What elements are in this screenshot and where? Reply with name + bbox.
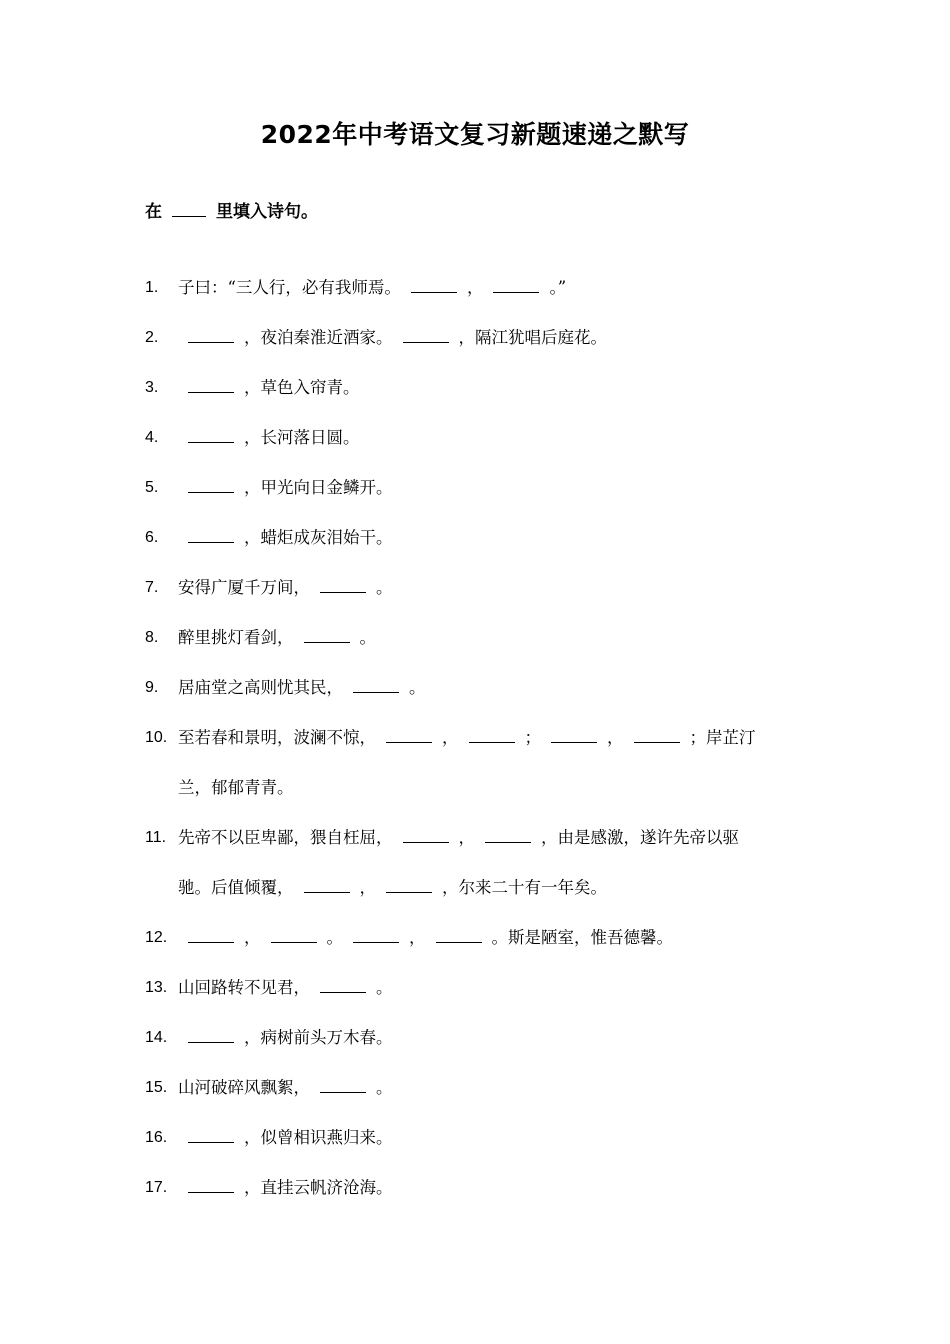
question-number: 12. xyxy=(145,929,168,946)
answer-blank[interactable] xyxy=(386,877,432,893)
question-line xyxy=(178,463,815,513)
question-text: 山回路转不见君， xyxy=(178,978,310,997)
instruction-after: 里填入诗句。 xyxy=(216,202,318,222)
question-text: 。 xyxy=(376,1078,393,1097)
answer-blank[interactable] xyxy=(304,627,350,643)
question-number: 13. xyxy=(145,979,168,996)
question-line xyxy=(178,1013,815,1063)
question-text: ， xyxy=(458,828,475,847)
answer-blank[interactable] xyxy=(271,927,317,943)
question-text: 至若春和景明，波澜不惊， xyxy=(178,728,376,747)
question-text: 。 xyxy=(376,978,393,997)
question-item xyxy=(145,663,815,713)
answer-blank[interactable] xyxy=(188,477,234,493)
answer-blank[interactable] xyxy=(188,327,234,343)
question-item xyxy=(145,313,815,363)
question-text: 兰，郁郁青青。 xyxy=(178,778,294,797)
document-title: 2022年中考语文复习新题速递之默写 xyxy=(260,120,690,149)
answer-blank[interactable] xyxy=(188,1027,234,1043)
question-line xyxy=(178,613,815,663)
question-text: ， xyxy=(409,928,426,947)
question-number: 6. xyxy=(145,529,159,546)
question-number: 16. xyxy=(145,1129,168,1146)
question-item xyxy=(145,563,815,613)
question-text: ，长河落日圆。 xyxy=(244,428,360,447)
question-text: ， xyxy=(607,728,624,747)
question-text: 。” xyxy=(549,278,567,297)
question-number: 17. xyxy=(145,1179,168,1196)
answer-blank[interactable] xyxy=(403,827,449,843)
question-number: 2. xyxy=(145,329,159,346)
answer-blank[interactable] xyxy=(188,527,234,543)
question-text: ，夜泊秦淮近酒家。 xyxy=(244,328,393,347)
question-line xyxy=(178,813,815,863)
question-text: 醉里挑灯看剑， xyxy=(178,628,294,647)
question-text: ，甲光向日金鳞开。 xyxy=(244,478,393,497)
question-text: 。 xyxy=(326,928,343,947)
question-item xyxy=(145,413,815,463)
instruction-blank xyxy=(172,198,206,217)
question-text: 先帝不以臣卑鄙，猥自枉屈， xyxy=(178,828,393,847)
answer-blank[interactable] xyxy=(436,927,482,943)
answer-blank[interactable] xyxy=(320,577,366,593)
question-item xyxy=(145,263,815,313)
answer-blank[interactable] xyxy=(469,727,515,743)
question-text: ， xyxy=(442,728,459,747)
question-text: ；岸芷汀 xyxy=(689,728,756,747)
answer-blank[interactable] xyxy=(304,877,350,893)
question-line xyxy=(178,713,815,763)
question-text: 。 xyxy=(376,578,393,597)
question-line xyxy=(178,413,815,463)
question-number: 1. xyxy=(145,279,159,296)
question-number: 3. xyxy=(145,379,159,396)
question-number: 9. xyxy=(145,679,159,696)
answer-blank[interactable] xyxy=(493,277,539,293)
question-text: ，直挂云帆济沧海。 xyxy=(244,1178,393,1197)
question-number: 10. xyxy=(145,729,168,746)
question-text: 山河破碎风飘絮， xyxy=(178,1078,310,1097)
question-item xyxy=(145,963,815,1013)
question-item xyxy=(145,713,815,813)
question-text: ，隔江犹唱后庭花。 xyxy=(458,328,607,347)
question-text: ，尔来二十有一年矣。 xyxy=(442,878,607,897)
question-item xyxy=(145,913,815,963)
question-text: 。 xyxy=(359,628,376,647)
question-line xyxy=(178,913,815,963)
answer-blank[interactable] xyxy=(188,1127,234,1143)
question-item xyxy=(145,1163,815,1213)
question-text: ，似曾相识燕归来。 xyxy=(244,1128,393,1147)
question-text: ，由是感激，遂许先帝以驱 xyxy=(541,828,739,847)
question-line xyxy=(178,1113,815,1163)
answer-blank[interactable] xyxy=(188,377,234,393)
question-number: 4. xyxy=(145,429,159,446)
question-item xyxy=(145,1013,815,1063)
question-text: ； xyxy=(524,728,541,747)
question-text: 子曰：“三人行，必有我师焉。 xyxy=(178,278,401,297)
question-text: ，蜡炬成灰泪始干。 xyxy=(244,528,393,547)
question-line xyxy=(178,763,815,813)
question-text: 安得广厦千万间， xyxy=(178,578,310,597)
question-text: ， xyxy=(466,278,484,297)
question-line xyxy=(178,563,815,613)
question-item xyxy=(145,1063,815,1113)
question-line xyxy=(178,663,815,713)
question-item xyxy=(145,1113,815,1163)
answer-blank[interactable] xyxy=(411,277,457,293)
question-line xyxy=(178,1063,815,1113)
answer-blank[interactable] xyxy=(551,727,597,743)
question-line xyxy=(178,963,815,1013)
instruction-before: 在 xyxy=(145,202,162,222)
question-number: 8. xyxy=(145,629,159,646)
question-number: 11. xyxy=(145,829,167,846)
question-number: 5. xyxy=(145,479,159,496)
question-line xyxy=(178,1163,815,1213)
instruction-text xyxy=(145,198,318,225)
question-text: ， xyxy=(359,878,376,897)
question-text: ，病树前头万木春。 xyxy=(244,1028,393,1047)
question-text: 。 xyxy=(409,678,426,697)
question-number: 15. xyxy=(145,1079,168,1096)
question-line xyxy=(178,513,815,563)
question-text: 。斯是陋室，惟吾德馨。 xyxy=(491,928,673,947)
answer-blank[interactable] xyxy=(353,927,399,943)
question-line xyxy=(178,313,815,363)
question-item xyxy=(145,513,815,563)
question-list xyxy=(145,263,815,1213)
answer-blank[interactable] xyxy=(320,977,366,993)
question-item xyxy=(145,813,815,913)
question-text: 居庙堂之高则忧其民， xyxy=(178,678,343,697)
question-item xyxy=(145,363,815,413)
answer-blank[interactable] xyxy=(403,327,449,343)
question-line xyxy=(178,363,815,413)
question-item xyxy=(145,613,815,663)
question-text: ，草色入帘青。 xyxy=(244,378,360,397)
answer-blank[interactable] xyxy=(320,1077,366,1093)
answer-blank[interactable] xyxy=(188,427,234,443)
question-text: ， xyxy=(244,928,261,947)
answer-blank[interactable] xyxy=(386,727,432,743)
question-line xyxy=(178,863,815,913)
answer-blank[interactable] xyxy=(634,727,680,743)
answer-blank[interactable] xyxy=(188,927,234,943)
question-item xyxy=(145,463,815,513)
answer-blank[interactable] xyxy=(353,677,399,693)
question-text: 驰。后值倾覆， xyxy=(178,878,294,897)
answer-blank[interactable] xyxy=(485,827,531,843)
question-number: 7. xyxy=(145,579,159,596)
question-number: 14. xyxy=(145,1029,168,1046)
question-line xyxy=(178,263,815,313)
answer-blank[interactable] xyxy=(188,1177,234,1193)
